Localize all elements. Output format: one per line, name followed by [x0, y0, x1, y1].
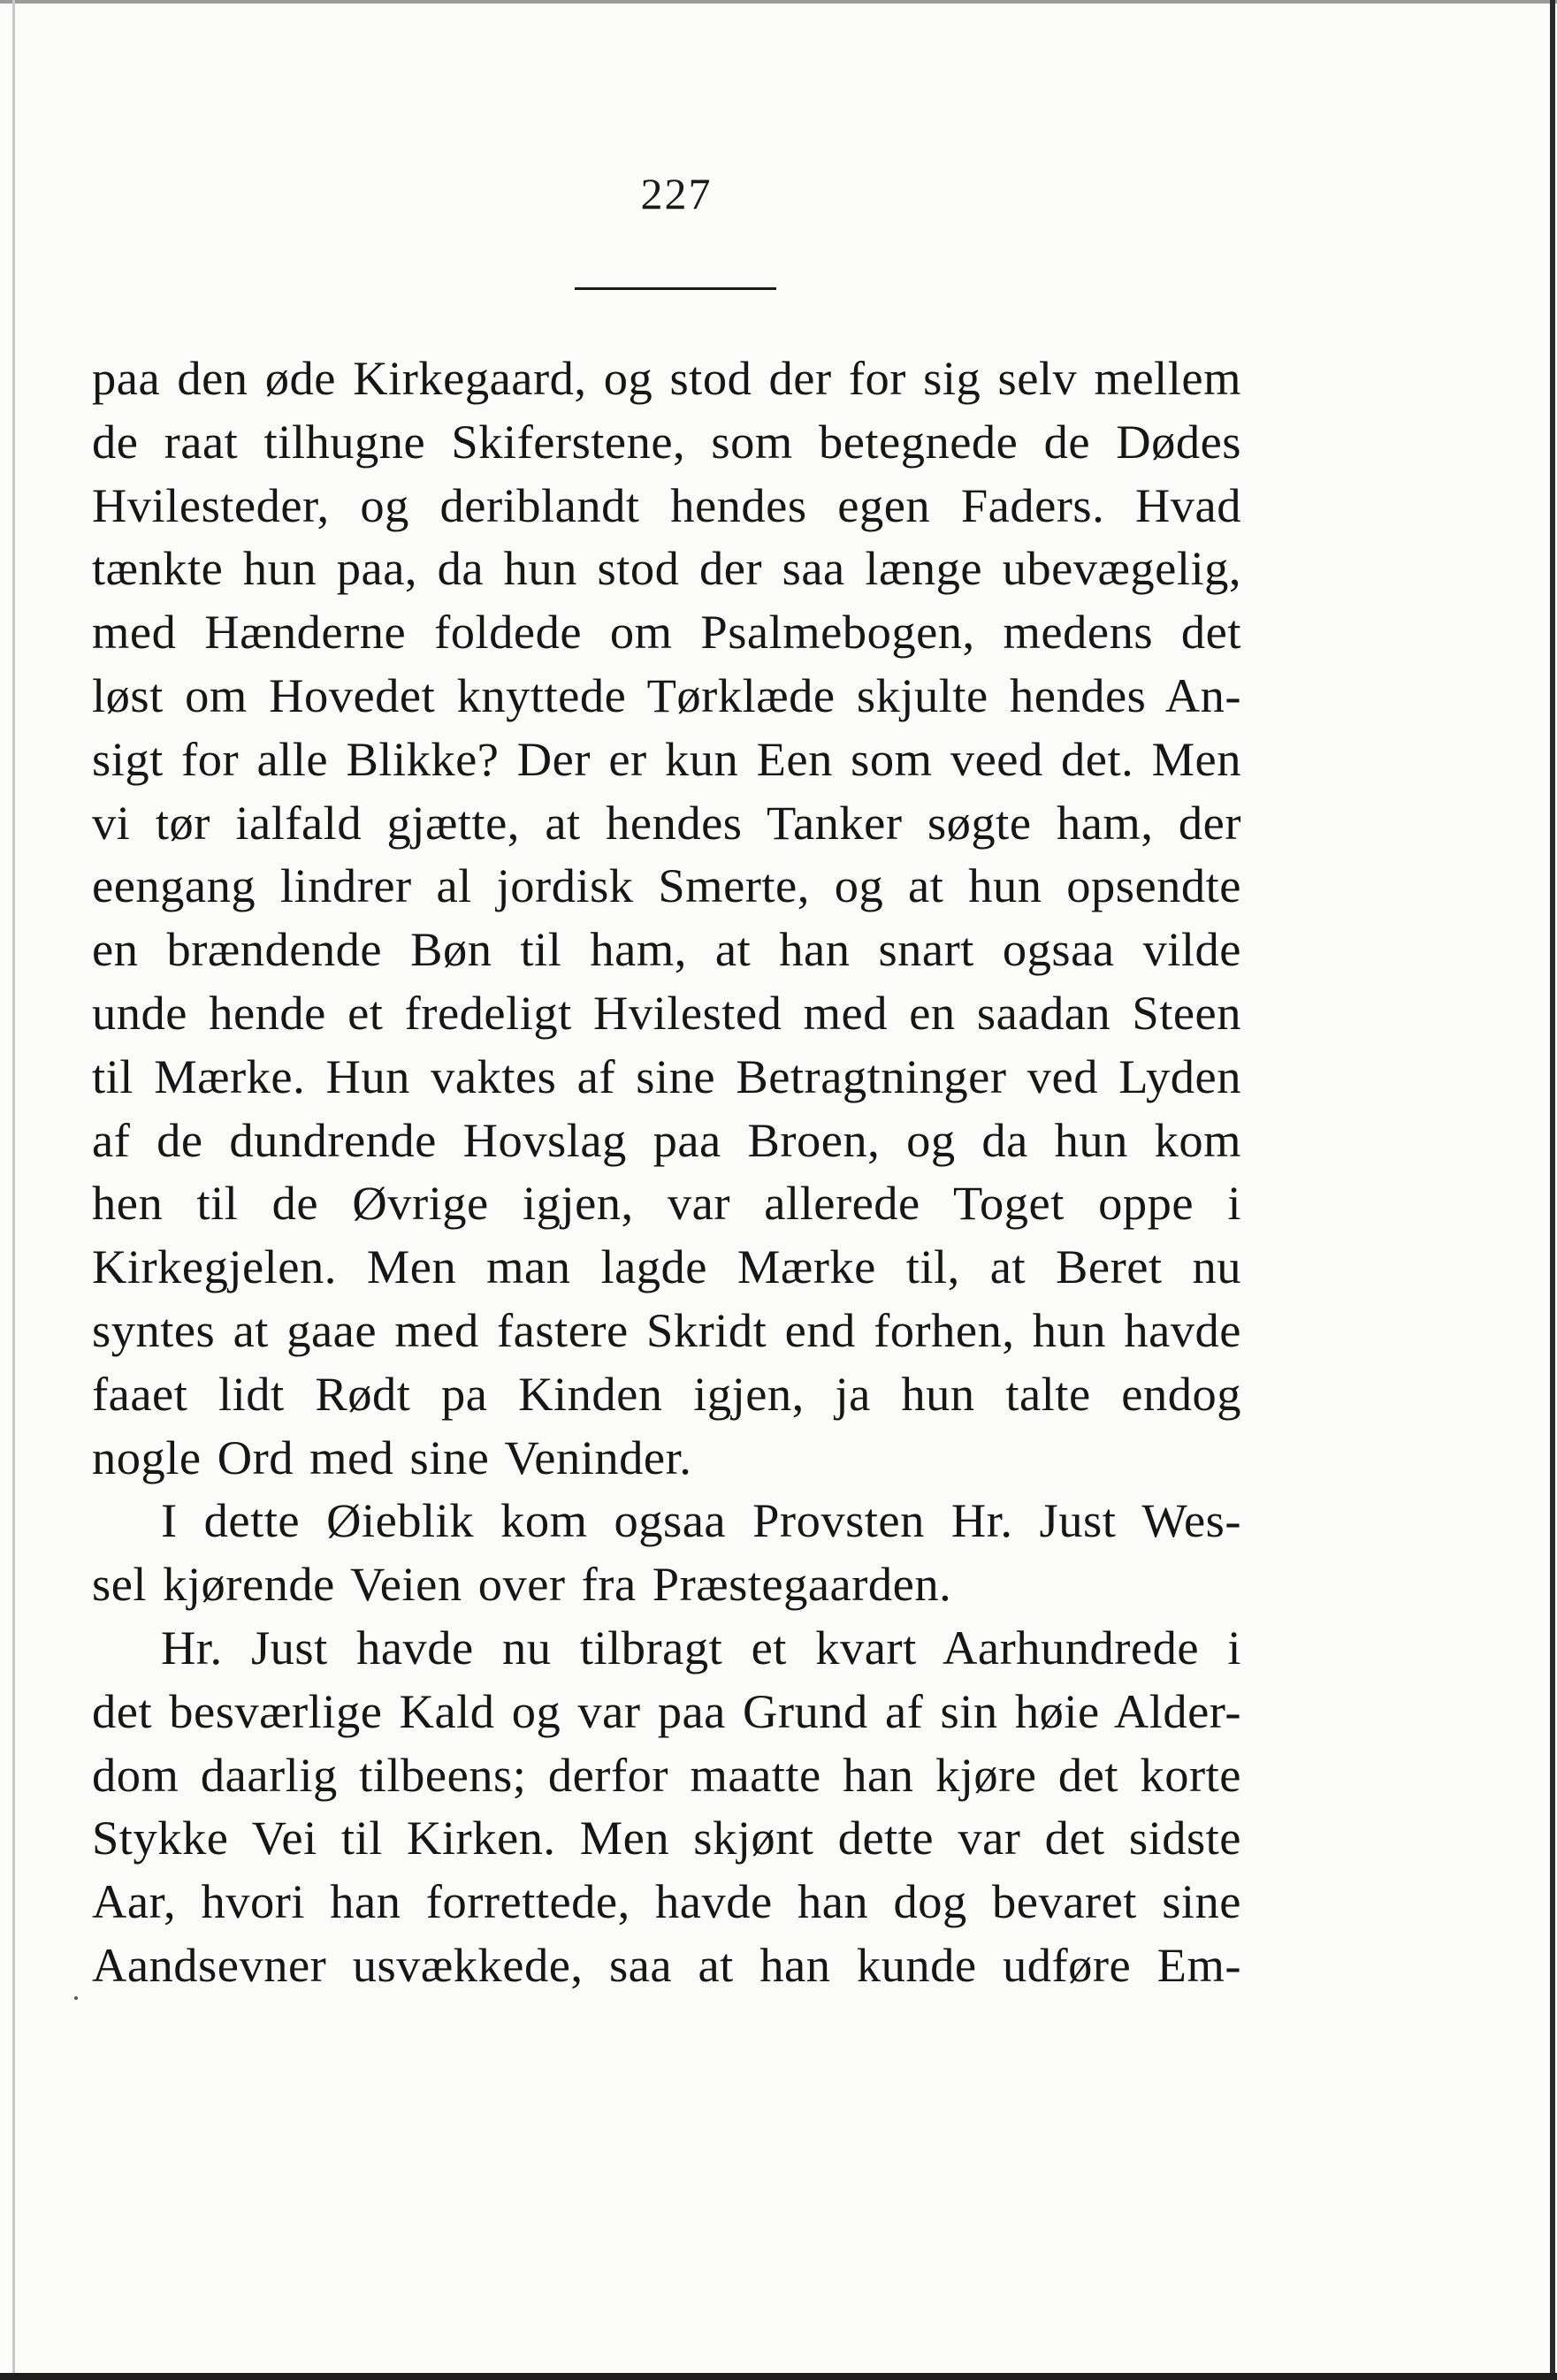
text-line: I dette Øieblik kom ogsaa Provsten Hr. Just Wes- [161, 1493, 1241, 1548]
text-line: Hr. Just havde nu tilbragt et kvart Aarhundrede i [161, 1620, 1241, 1674]
text-line: til Mærke. Hun vaktes af sine Betragtninger ved Lyden [92, 1049, 1241, 1103]
text-line: Kirkegjelen. Men man lagde Mærke til, at Beret nu [92, 1240, 1241, 1294]
text-line: det besværlige Kald og var paa Grund af sin høie Alder- [92, 1683, 1241, 1738]
text-line: unde hende et fredeligt Hvilested med en saadan Steen [92, 985, 1241, 1040]
scan-edge-bottom [0, 2373, 1557, 2380]
scan-edge-left [12, 0, 15, 2380]
page-number: 227 [640, 169, 713, 218]
scan-speck [74, 1996, 78, 2000]
text-line: Hvilesteder, og deriblandt hendes egen Faders. Hvad [92, 477, 1241, 532]
text-line: Aar, hvori han forrettede, havde han dog bevaret sine [92, 1874, 1241, 1929]
scan-edge-right [1550, 0, 1555, 2380]
text-line: syntes at gaae med fastere Skridt end forhen, hun havde [92, 1302, 1241, 1357]
text-line: tænkte hun paa, da hun stod der saa længe ubevægelig, [92, 541, 1241, 596]
text-line: løst om Hovedet knyttede Tørklæde skjulte hendes An- [92, 667, 1241, 722]
text-line: Stykke Vei til Kirken. Men skjønt dette var det sidste [92, 1811, 1241, 1865]
text-line: paa den øde Kirkegaard, og stod der for sig selv mellem [92, 351, 1241, 405]
text-line: vi tør ialfald gjætte, at hendes Tanker søgte ham, der [92, 795, 1241, 850]
text-line: en brændende Bøn til ham, at han snart ogsaa vilde [92, 922, 1241, 977]
text-line: sel kjørende Veien over fra Præstegaarden. [92, 1557, 952, 1612]
scan-edge-top [0, 0, 1557, 4]
text-line: eengang lindrer al jordisk Smerte, og at hun opsendte [92, 858, 1241, 913]
text-line: faaet lidt Rødt pa Kinden igjen, ja hun talte endog [92, 1366, 1241, 1421]
text-line: hen til de Øvrige igjen, var allerede Toget oppe i [92, 1176, 1241, 1231]
body-text [92, 347, 1241, 1997]
text-line: dom daarlig tilbeens; derfor maatte han kjøre det korte [92, 1747, 1241, 1802]
text-line: sigt for alle Blikke? Der er kun Een som veed det. Men [92, 731, 1241, 786]
header-rule [575, 287, 776, 290]
text-line: med Hænderne foldede om Psalmebogen, medens det [92, 605, 1241, 660]
text-line: af de dundrende Hovslag paa Broen, og da hun kom [92, 1112, 1241, 1167]
text-line: Aandsevner usvækkede, saa at han kunde udføre Em- [92, 1937, 1241, 1992]
text-line: de raat tilhugne Skiferstene, som betegnede de Dødes [92, 414, 1241, 469]
text-line: nogle Ord med sine Veninder. [92, 1430, 692, 1484]
